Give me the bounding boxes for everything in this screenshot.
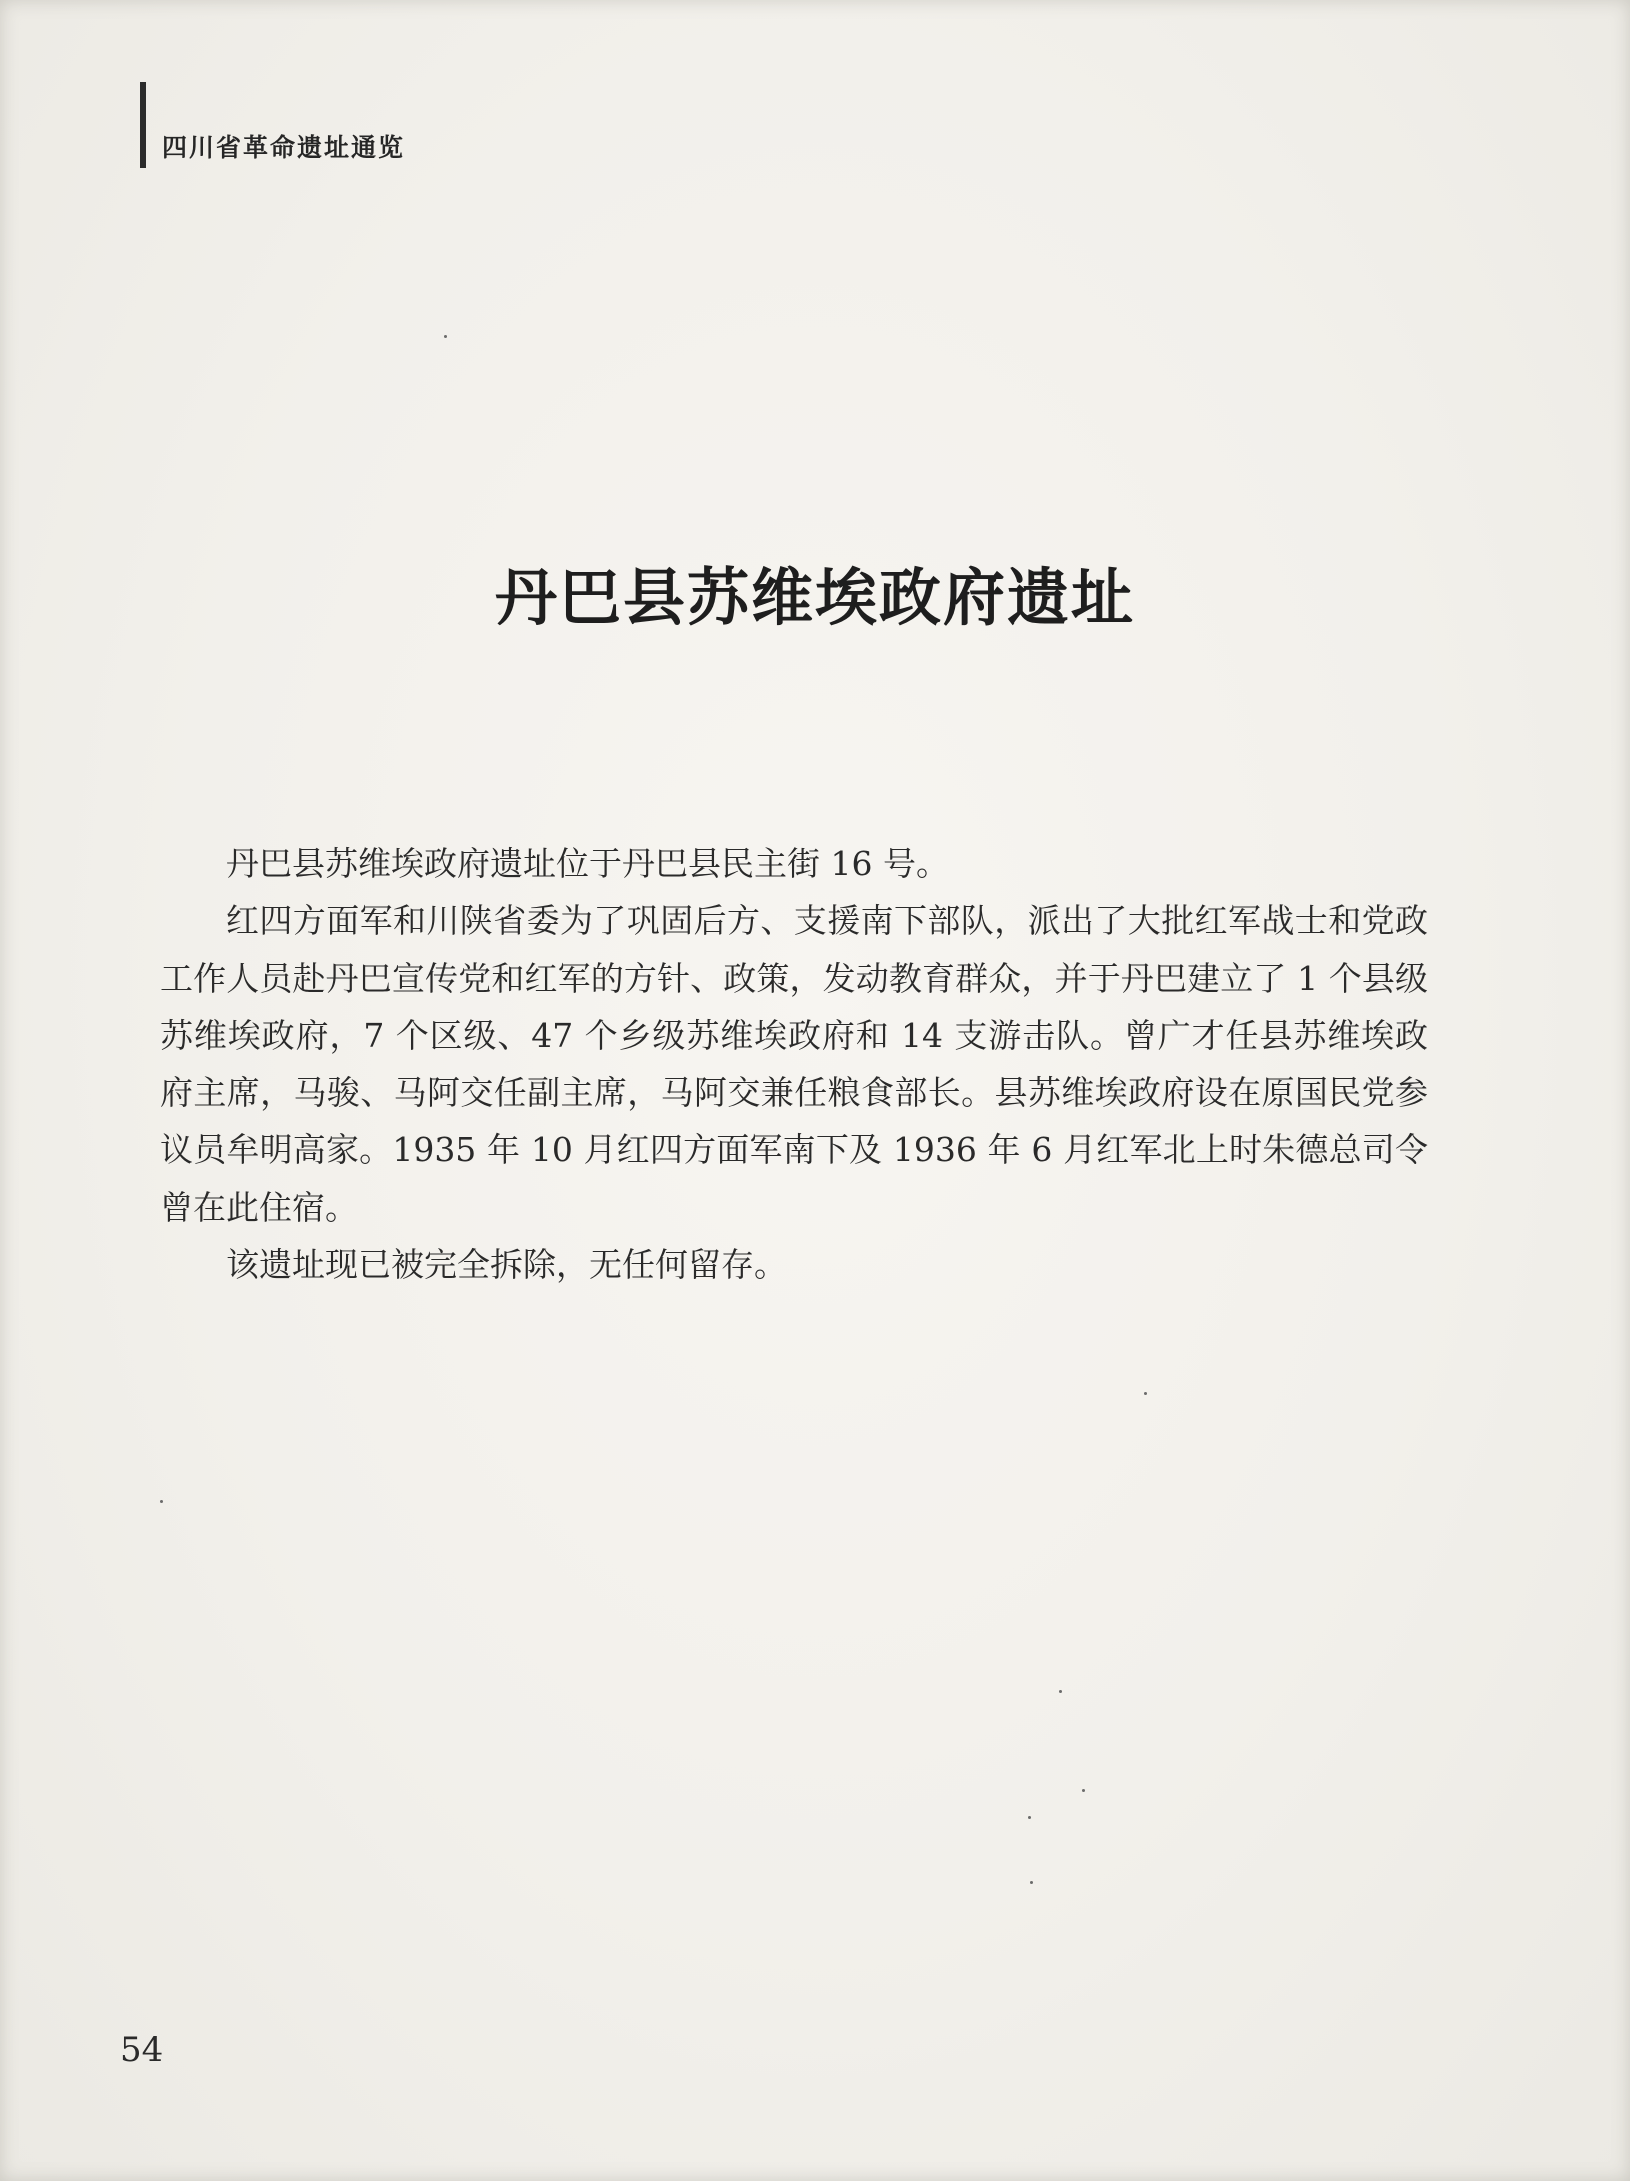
scan-speck [1059, 1690, 1062, 1693]
header-rule [140, 82, 146, 168]
scan-speck [1030, 1881, 1033, 1884]
page-title: 丹巴县苏维埃政府遗址 [494, 561, 1135, 634]
paragraph-history: 红四方面军和川陕省委为了巩固后方、支援南下部队，派出了大批红军战士和党政工作人员赴丹巴宣传党和红军的方针、政策，发动教育群众，并于丹巴建立了 1 个县级苏维埃政府，7 个区级、47 个乡级苏维埃政府和 14 支游击队。曾广才任县苏维埃政府主席，马骏、马阿交任副主席，马阿交兼任粮食部长。县苏维埃政府设在原国民党参议员牟明高家。1935 年 10 月红四方面军南下及 1936 年 6 月红军北上时朱德总司令曾在此住宿。 [160, 901, 1428, 1227]
running-header-title: 四川省革命遗址通览 [162, 133, 406, 162]
paragraph-location: 丹巴县苏维埃政府遗址位于丹巴县民主街 16 号。 [226, 844, 949, 883]
body-text [160, 835, 1428, 1293]
page-number: 54 [120, 2030, 164, 2070]
scan-speck [1028, 1816, 1031, 1819]
scan-speck [444, 335, 447, 338]
scan-speck [1082, 1789, 1085, 1792]
paragraph-status: 该遗址现已被完全拆除，无任何留存。 [226, 1245, 787, 1285]
scan-speck [160, 1500, 163, 1503]
scan-speck [1144, 1392, 1147, 1395]
